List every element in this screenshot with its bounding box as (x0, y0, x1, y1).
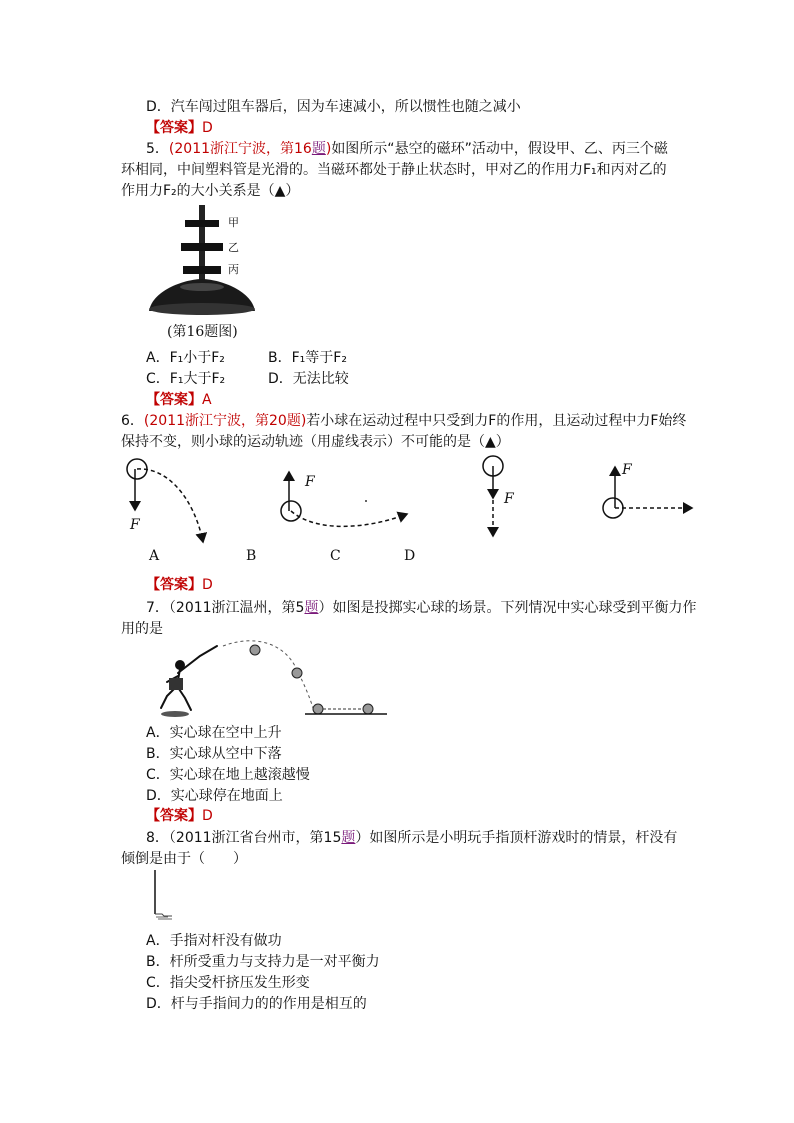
q6-answer-line (146, 575, 213, 595)
trajectory-option-c (483, 456, 503, 536)
q7-option-c: C．实心球在地上越滚越慢 (146, 767, 310, 783)
q6-number: 6． (121, 413, 144, 429)
ring-label-jia: 甲 (228, 216, 239, 229)
q7-answer: D (202, 808, 213, 824)
q7-stem-text1: 如图是投掷实心球的场景。下列情况中实心球受到平衡力作 (332, 600, 697, 616)
answer-label: 【答案】 (146, 577, 202, 593)
q5-source-close: ) (325, 141, 332, 157)
q8-option-a: A．手指对杆没有做功 (146, 933, 282, 949)
q5-source-link[interactable]: 题 (311, 141, 326, 157)
answer-label: 【答案】 (146, 120, 202, 136)
q7-source-after: ） (318, 600, 333, 616)
q5-option-a: A．F₁小于F₂ (146, 350, 225, 366)
q5-stem-line2: 环相同，中间塑料管是光滑的。当磁环都处于静止状态时，甲对乙的作用力F₁和丙对乙的 (121, 162, 667, 178)
q6-option-c: C (330, 548, 341, 564)
q8-number: 8． (146, 830, 169, 846)
q5-answer: A (202, 392, 212, 408)
q8-stem-line2: 倾倒是由于（ ） (121, 851, 247, 867)
magnetic-rings-figure (147, 203, 257, 323)
q5-number: 5． (146, 141, 169, 157)
q5-source: 2011浙江宁波，第16 (174, 141, 312, 157)
answer-label: 【答案】 (146, 808, 202, 824)
q5-stem-line1 (146, 139, 668, 159)
q6-stem-text1: 若小球在运动过程中只受到力F的作用，且运动过程中力F始终 (306, 413, 687, 429)
answer-label: 【答案】 (146, 392, 202, 408)
q6-option-d: D (404, 548, 416, 564)
q6-stem-line1 (121, 411, 686, 431)
ring-label-bing: 丙 (228, 263, 239, 276)
q8-stem-line1 (146, 828, 677, 848)
q6-option-b: B (246, 548, 257, 564)
trajectory-option-d (603, 467, 692, 518)
q7-answer-line (146, 806, 213, 826)
q7-source-before: （2011浙江温州，第5 (168, 600, 305, 616)
q5-stem-line3: 作用力F₂的大小关系是（▲） (121, 183, 300, 199)
q4-option-d: D．汽车闯过阻车器后，因为车速减小，所以惯性也随之减小 (146, 99, 521, 115)
q5-stem-text1: 如图所示“悬空的磁环”活动中，假设甲、乙、丙三个磁 (331, 141, 668, 157)
q5-option-b: B．F₁等于F₂ (268, 350, 347, 366)
q6-source: (2011浙江宁波，第20题) (143, 413, 307, 429)
force-label-d: F (622, 462, 632, 478)
q5-source-open: ( (168, 141, 175, 157)
q7-option-b: B．实心球从空中下落 (146, 746, 282, 762)
shot-put-figure (155, 638, 390, 720)
force-label-a: F (130, 517, 140, 533)
trajectory-option-b (281, 472, 407, 526)
q6-stem-line2: 保持不变，则小球的运动轨迹（用虚线表示）不可能的是（▲） (121, 434, 510, 450)
q6-answer: D (202, 577, 213, 593)
finger-pole-figure (150, 868, 180, 923)
q4-answer-line (146, 118, 213, 138)
q4-answer: D (202, 120, 213, 136)
q5-answer-line (146, 390, 212, 410)
force-label-b: F (305, 474, 315, 490)
q8-source-before: （2011浙江省台州市，第15 (168, 830, 342, 846)
q8-option-d: D．杆与手指间力的的作用是相互的 (146, 996, 367, 1012)
q7-option-d: D．实心球停在地面上 (146, 788, 283, 804)
q8-source-link[interactable]: 题 (341, 830, 356, 846)
q7-stem-line2: 用的是 (121, 621, 163, 637)
q5-option-d: D．无法比较 (268, 371, 349, 387)
trajectory-figures (115, 452, 705, 547)
q8-option-b: B．杆所受重力与支持力是一对平衡力 (146, 954, 380, 970)
force-label-c: F (504, 491, 514, 507)
q8-stem-text1: 如图所示是小明玩手指顶杆游戏时的情景，杆没有 (369, 830, 678, 846)
ring-label-yi: 乙 (228, 241, 239, 254)
q8-option-c: C．指尖受杆挤压发生形变 (146, 975, 310, 991)
q7-stem-line1 (146, 598, 696, 618)
q6-option-a: A (149, 548, 160, 564)
q8-source-after: ） (355, 830, 370, 846)
q7-number: 7． (146, 600, 169, 616)
q7-source-link[interactable]: 题 (304, 600, 319, 616)
q5-option-c: C．F₁大于F₂ (146, 371, 226, 387)
q7-option-a: A．实心球在空中上升 (146, 725, 282, 741)
q5-figure-caption: (第16题图) (167, 324, 238, 340)
